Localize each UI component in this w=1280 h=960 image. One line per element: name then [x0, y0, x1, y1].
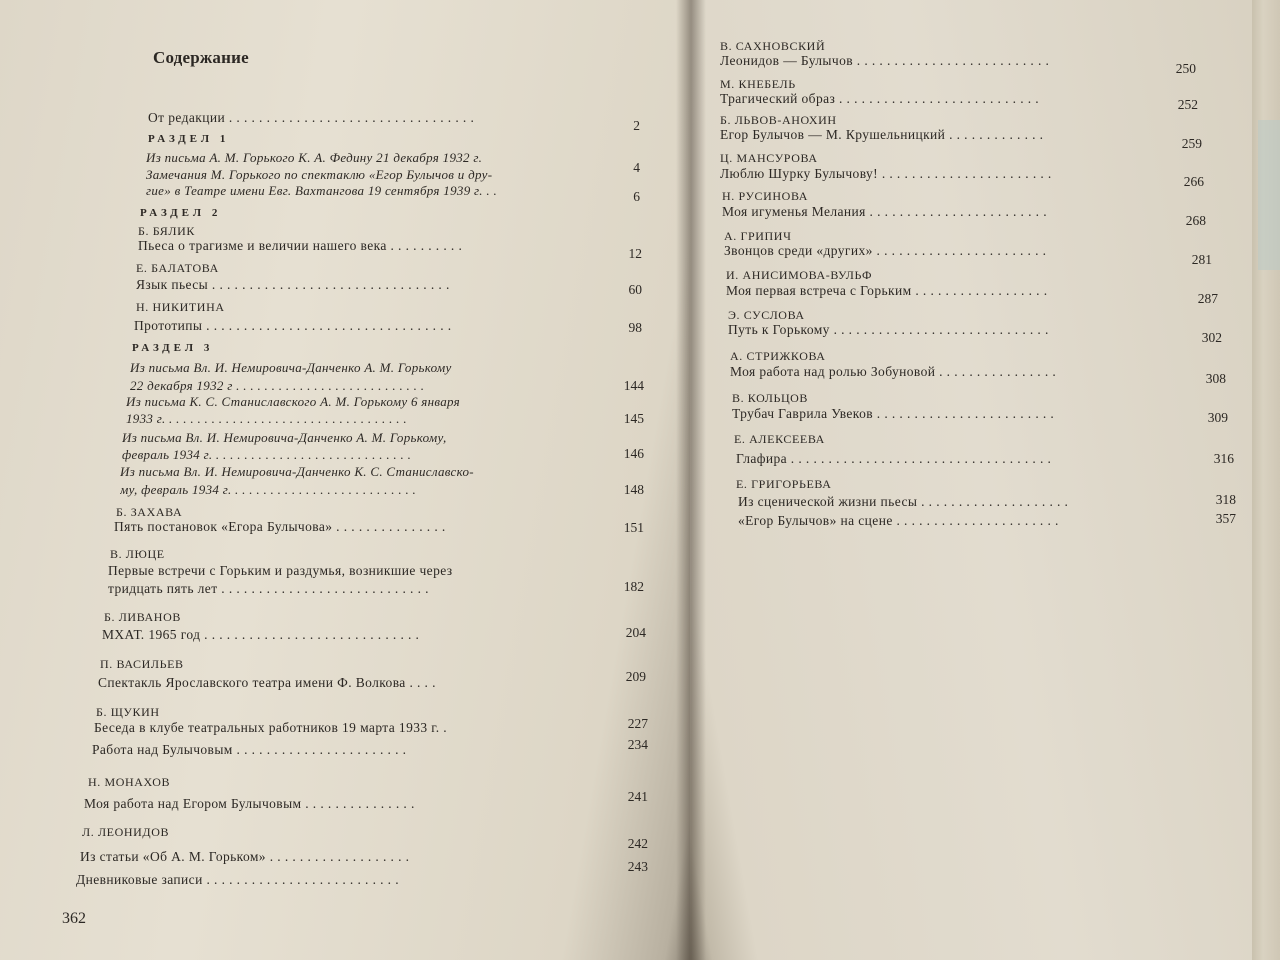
- toc-entry-title: Глафира . . . . . . . . . . . . . . . . . . . . . . . . . . . . . . . . . . .: [736, 451, 1052, 466]
- page-number: 362: [62, 910, 86, 927]
- toc-entry-title: 1933 г. . . . . . . . . . . . . . . . . . . . . . . . . . . . . . . . . . .: [126, 411, 407, 426]
- toc-entry-title: Пять постановок «Егора Булычова» . . . . . . . . . . . . . . .: [114, 519, 446, 534]
- toc-author: Е. ГРИГОРЬЕВА: [736, 477, 832, 491]
- toc-author: В. КОЛЬЦОВ: [732, 391, 808, 405]
- toc-entry-page: 318: [1215, 492, 1236, 507]
- toc-entry-title: Из письма Вл. И. Немировича-Данченко А. М. Горькому: [130, 360, 452, 375]
- toc-author: Б. БЯЛИК: [138, 224, 195, 238]
- toc-entry-page: 242: [627, 836, 648, 851]
- toc-entry-page: 148: [623, 482, 644, 497]
- toc-entry-title: Первые встречи с Горьким и раздумья, возникшие через: [108, 563, 453, 578]
- toc-entry-page: 227: [627, 716, 648, 731]
- toc-entry-page: 252: [1177, 97, 1198, 112]
- toc-author: Ц. МАНСУРОВА: [720, 151, 818, 165]
- toc-entry-title: Из письма Вл. И. Немировича-Данченко А. М. Горькому,: [122, 430, 447, 445]
- toc-entry-title: Леонидов — Булычов . . . . . . . . . . . . . . . . . . . . . . . . . .: [720, 53, 1050, 68]
- toc-entry-page: 259: [1181, 136, 1202, 151]
- toc-entry-page: 12: [628, 246, 642, 261]
- toc-entry-title: Люблю Шурку Булычову! . . . . . . . . . . . . . . . . . . . . . . .: [720, 166, 1052, 181]
- toc-entry-page: 287: [1197, 291, 1218, 306]
- toc-entry-title: Звонцов среди «других» . . . . . . . . . . . . . . . . . . . . . . .: [724, 243, 1047, 258]
- toc-entry-title: Моя игуменья Мелания . . . . . . . . . . . . . . . . . . . . . . . .: [722, 204, 1047, 219]
- toc-author: В. ЛЮЦЕ: [110, 547, 165, 561]
- toc-entry-page: 209: [625, 669, 646, 684]
- toc-entry-page: 250: [1175, 61, 1196, 76]
- toc-entry-title: Беседа в клубе театральных работников 19 марта 1933 г. .: [94, 720, 448, 735]
- toc-entry-title: Из письма К. С. Станиславского А. М. Горькому 6 января: [126, 394, 461, 409]
- section-label: РАЗДЕЛ 1: [148, 133, 230, 145]
- toc-author: А. СТРИЖКОВА: [730, 349, 826, 363]
- toc-author: А. ГРИПИЧ: [724, 229, 792, 243]
- toc-entry-page: 6: [633, 189, 640, 204]
- toc-author: Е. АЛЕКСЕЕВА: [734, 432, 825, 446]
- toc-entry-title: Прототипы . . . . . . . . . . . . . . . . . . . . . . . . . . . . . . . . .: [134, 318, 452, 333]
- page-edge: [1252, 0, 1280, 960]
- toc-entry-page: 4: [633, 160, 640, 175]
- toc-author: Л. ЛЕОНИДОВ: [82, 825, 170, 839]
- toc-entry-page: 308: [1205, 371, 1226, 386]
- toc-entry-page: 268: [1185, 213, 1206, 228]
- toc-entry-title: Моя первая встреча с Горьким . . . . . . . . . . . . . . . . . .: [726, 283, 1048, 298]
- toc-entry-page: 60: [628, 282, 642, 297]
- book-gutter: [676, 0, 706, 960]
- toc-author: Б. ЛИВАНОВ: [104, 610, 181, 624]
- toc-author: Н. РУСИНОВА: [722, 189, 809, 203]
- toc-entry-page: 234: [627, 737, 648, 752]
- toc-entry-page: 243: [627, 859, 648, 874]
- toc-entry-title: Спектакль Ярославского театра имени Ф. Волкова . . . .: [98, 675, 436, 690]
- toc-author: П. ВАСИЛЬЕВ: [100, 657, 184, 671]
- toc-entry-title: Работа над Булычовым . . . . . . . . . . . . . . . . . . . . . . .: [92, 742, 407, 757]
- toc-author: Э. СУСЛОВА: [728, 308, 805, 322]
- toc-entry-page: 241: [627, 789, 648, 804]
- toc-entry-title: февраль 1934 г. . . . . . . . . . . . . . . . . . . . . . . . . . . . .: [122, 447, 412, 462]
- toc-entry-page: 145: [623, 411, 644, 426]
- toc-entry-title: му, февраль 1934 г. . . . . . . . . . . . . . . . . . . . . . . . . . .: [120, 482, 417, 497]
- section-label: РАЗДЕЛ 2: [140, 207, 222, 219]
- toc-author: В. САХНОВСКИЙ: [720, 39, 826, 53]
- toc-entry-page: 302: [1201, 330, 1222, 345]
- toc-entry-title: МХАТ. 1965 год . . . . . . . . . . . . . . . . . . . . . . . . . . . . .: [102, 627, 420, 642]
- toc-author: Б. ЩУКИН: [96, 705, 160, 719]
- toc-entry-title: Из письма А. М. Горького К. А. Федину 21 декабря 1932 г.: [146, 150, 483, 165]
- toc-entry-page: 357: [1215, 511, 1236, 526]
- toc-entry-page: 144: [623, 378, 644, 393]
- toc-entry-title: Из письма Вл. И. Немировича-Данченко К. С. Станиславско-: [120, 464, 474, 479]
- toc-author: Н. НИКИТИНА: [136, 300, 225, 314]
- toc-entry-page: 316: [1213, 451, 1234, 466]
- toc-entry-title: От редакции . . . . . . . . . . . . . . . . . . . . . . . . . . . . . . . . .: [148, 110, 475, 125]
- toc-entry-title: 22 декабря 1932 г . . . . . . . . . . . . . . . . . . . . . . . . . . .: [130, 378, 425, 393]
- toc-author: Б. ЗАХАВА: [116, 505, 183, 519]
- toc-entry-page: 146: [623, 446, 644, 461]
- right-page: [690, 0, 1280, 960]
- toc-entry-title: тридцать пять лет . . . . . . . . . . . . . . . . . . . . . . . . . . . .: [108, 581, 429, 596]
- toc-entry-page: 98: [628, 320, 642, 335]
- toc-entry-title: гие» в Театре имени Евг. Вахтангова 19 сентября 1939 г. . .: [146, 183, 498, 198]
- toc-entry-title: Пьеса о трагизме и величии нашего века . . . . . . . . . .: [138, 238, 463, 253]
- contents-heading: Содержание: [153, 48, 249, 67]
- toc-author: М. КНЕБЕЛЬ: [720, 77, 796, 91]
- toc-entry-title: Моя работа над Егором Булычовым . . . . . . . . . . . . . . .: [84, 796, 415, 811]
- toc-entry-title: Язык пьесы . . . . . . . . . . . . . . . . . . . . . . . . . . . . . . . .: [136, 277, 450, 292]
- toc-author: И. АНИСИМОВА-ВУЛЬФ: [726, 268, 873, 282]
- toc-entry-page: 182: [623, 579, 644, 594]
- toc-entry-title: Замечания М. Горького по спектаклю «Егор Булычов и дру-: [146, 167, 493, 182]
- toc-entry-page: 266: [1183, 174, 1204, 189]
- toc-entry-title: Путь к Горькому . . . . . . . . . . . . . . . . . . . . . . . . . . . . .: [728, 322, 1049, 337]
- toc-entry-title: Трубач Гаврила Увеков . . . . . . . . . . . . . . . . . . . . . . . .: [732, 406, 1055, 421]
- toc-entry-title: Егор Булычов — М. Крушельницкий . . . . . . . . . . . . .: [720, 127, 1044, 142]
- toc-entry-title: Трагический образ . . . . . . . . . . . . . . . . . . . . . . . . . . .: [720, 91, 1040, 106]
- toc-entry-page: 2: [633, 118, 640, 133]
- toc-author: Б. ЛЬВОВ-АНОХИН: [720, 113, 837, 127]
- toc-entry-title: Из сценической жизни пьесы . . . . . . . . . . . . . . . . . . . .: [738, 494, 1069, 509]
- toc-author: Н. МОНАХОВ: [88, 775, 171, 789]
- toc-entry-page: 151: [623, 520, 644, 535]
- toc-entry-title: Из статьи «Об А. М. Горьком» . . . . . . . . . . . . . . . . . . .: [80, 849, 410, 864]
- toc-entry-title: Моя работа над ролью Зобуновой . . . . . . . . . . . . . . . .: [730, 364, 1057, 379]
- toc-entry-title: «Егор Булычов» на сцене . . . . . . . . . . . . . . . . . . . . . .: [738, 513, 1059, 528]
- toc-author: Е. БАЛАТОВА: [136, 261, 219, 275]
- toc-entry-page: 309: [1207, 410, 1228, 425]
- toc-entry-title: Дневниковые записи . . . . . . . . . . . . . . . . . . . . . . . . . .: [76, 872, 399, 887]
- section-label: РАЗДЕЛ 3: [132, 342, 214, 354]
- toc-entry-page: 204: [625, 625, 646, 640]
- toc-entry-page: 281: [1191, 252, 1212, 267]
